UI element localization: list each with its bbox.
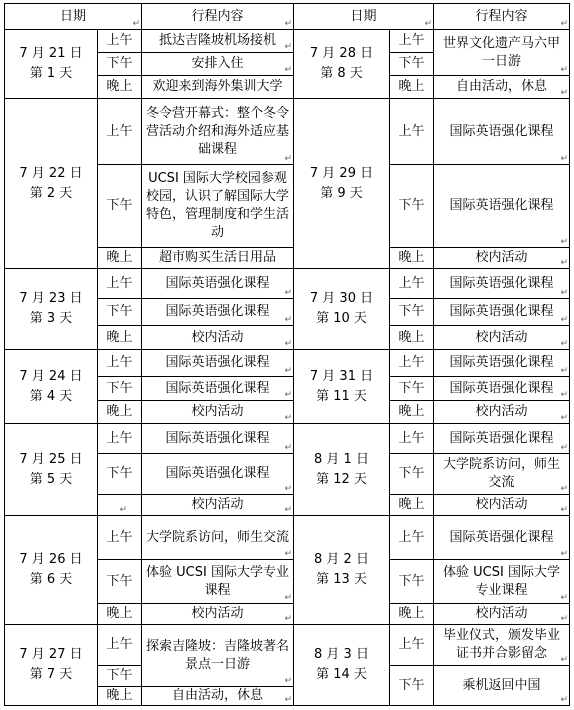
period-evening-empty: ↵ [97,494,142,516]
content-cell: 国际英语强化课程 ↵ [141,453,294,495]
date-text: 7 月 21 日 [19,46,83,61]
date-cell-day-5: 7 月 25 日 第 5 天 [4,423,98,516]
content-cell: 大学院系访问，师生交流 ↵ [433,453,570,495]
period-afternoon: 下午 [389,164,434,248]
date-cell-day-14: 8 月 3 日 第 14 天 [293,624,390,706]
period-afternoon: 下午 [97,164,142,248]
header-date-label: 日期 [59,8,86,24]
period-evening: 晚上 [97,247,142,269]
content-cell: 校内活动 ↵ [433,247,570,269]
period-afternoon: 下午 [97,298,142,326]
content-cell: 国际英语强化课程 ↵ [433,98,570,165]
content-cell: 抵达吉隆坡机场接机 ↵ [141,29,294,53]
content-cell: UCSI 国际大学校园参观校园，认识了解国际大学特色，管理制度和学生活动 [141,164,294,248]
period-morning: 上午 [97,29,142,53]
period-evening: 晚上 [389,325,434,350]
content-cell: 国际英语强化课程 ↵ [141,349,294,377]
date-cell-day-13: 8 月 2 日 第 13 天 [293,515,390,625]
header-content-right: 行程内容 ↵ [433,3,570,30]
period-afternoon: 下午 [97,453,142,495]
content-cell: 校内活动 ↵ [433,325,570,350]
period-evening: 晚上 [389,494,434,516]
period-morning: 上午 [389,423,434,454]
content-cell: 国际英语强化课程 ↵ [433,298,570,326]
period-morning: 上午 [389,349,434,377]
period-evening: 晚上 [389,75,434,99]
period-afternoon: 下午 [97,376,142,401]
period-morning: 上午 [97,423,142,454]
content-cell: 校内活动 ↵ [141,603,294,625]
period-evening: 晚上 [97,603,142,625]
content-cell: 欢迎来到海外集训大学 [141,75,294,99]
period-afternoon: 下午 [389,376,434,401]
itinerary-table [4,3,570,706]
content-cell: 国际英语强化课程 ↵ [433,349,570,377]
period-evening: 晚上 [97,400,142,424]
date-cell-day-2: 7 月 22 日 第 2 天 [4,98,98,269]
date-cell-day-1 [4,29,98,99]
header-date-right: 日期 ↵ [293,3,434,30]
content-cell: 探索吉隆坡：吉隆坡著名景点一日游 ↵ [141,624,294,687]
period-morning: 上午 [389,268,434,299]
date-cell-day-11: 7 月 31 日 第 11 天 [293,349,390,424]
content-cell: 冬令营开幕式：整个冬令营活动介绍和海外适应基础课程 ↵ [141,98,294,165]
date-cell-day-6: 7 月 26 日 第 6 天 [4,515,98,625]
content-cell: 校内活动 ↵ [433,494,570,516]
content-cell: 国际英语强化课程 ↵ [433,376,570,401]
period-afternoon: 下午 [389,559,434,604]
content-cell: 体验 UCSI 国际大学专业课程 ↵ [141,559,294,604]
date-cell-day-12: 8 月 1 日 第 12 天 [293,423,390,516]
content-cell: 国际英语强化课程 ↵ [433,423,570,454]
day-number: 第 1 天 [29,66,73,81]
header-date-label: 日期 [350,8,377,24]
period-afternoon: 下午 [389,453,434,495]
header-date-left: 日期 ↵ [4,3,142,30]
period-evening: 晚上 [97,75,142,99]
period-afternoon: 下午 [389,52,434,76]
content-cell: 校内活动 ↵ [141,400,294,424]
period-evening: 晚上 [97,325,142,350]
period-morning: 上午 [97,98,142,165]
period-afternoon: 下午 [97,559,142,604]
period-afternoon: 下午 [389,298,434,326]
period-morning: 上午 [97,349,142,377]
content-cell: 体验 UCSI 国际大学专业课程 ↵ [433,559,570,604]
content-cell: 国际英语强化课程 ↵ [141,268,294,299]
content-cell: 世界文化遗产马六甲一日游 ↵ [433,29,570,76]
content-cell: 国际英语强化课程 ↵ [433,515,570,560]
date-cell-day-8: 7 月 28 日 第 8 天 [293,29,390,99]
content-cell: 校内活动 ↵ [433,400,570,424]
header-content-left: 行程内容 ↵ [141,3,294,30]
period-evening: 晚上 [389,603,434,625]
period-morning: 上午 [97,515,142,560]
header-content-label: 行程内容 [475,8,528,24]
period-afternoon: 下午 [97,52,142,76]
content-cell: 安排入住 ↵ [141,52,294,76]
date-cell-day-10: 7 月 30 日 第 10 天 [293,268,390,350]
content-cell: 国际英语强化课程 ↵ [433,268,570,299]
date-cell-day-9: 7 月 29 日 第 9 天 [293,98,390,269]
period-evening: 晚上 [389,247,434,269]
period-morning: 上午 [97,624,142,666]
period-morning: 上午 [97,268,142,299]
content-cell: 毕业仪式，颁发毕业证书并合影留念 ↵ [433,624,570,666]
period-evening: 晚上 [389,400,434,424]
date-cell-day-3: 7 月 23 日 第 3 天 [4,268,98,350]
date-cell-day-4: 7 月 24 日 第 4 天 [4,349,98,424]
period-evening: 晚上 [97,686,142,706]
content-cell: 大学院系访问，师生交流 ↵ [141,515,294,560]
header-content-label: 行程内容 [191,8,244,24]
content-cell: 乘机返回中国 ↵ [433,665,570,706]
content-cell: 校内活动 ↵ [433,603,570,625]
period-morning: 上午 [389,624,434,666]
content-cell: 国际英语强化课程 ↵ [141,298,294,326]
period-morning: 上午 [389,515,434,560]
content-cell: 自由活动，休息 ↵ [141,686,294,706]
date-cell-day-7: 7 月 27 日 第 7 天 [4,624,98,706]
content-cell: 国际英语强化课程 ↵ [141,423,294,454]
content-cell: 自由活动，休息 ↵ [433,75,570,99]
content-cell: 国际英语强化课程 ↵ [433,164,570,248]
period-morning: 上午 [389,98,434,165]
content-cell: 校内活动 ↵ [141,325,294,350]
content-cell: 校内活动 ↵ [141,494,294,516]
period-morning: 上午 [389,29,434,53]
period-afternoon: 下午 [389,665,434,706]
content-cell: 国际英语强化课程 ↵ [141,376,294,401]
content-cell: 超市购买生活日用品 [141,247,294,269]
period-afternoon: 下午 [97,665,142,687]
